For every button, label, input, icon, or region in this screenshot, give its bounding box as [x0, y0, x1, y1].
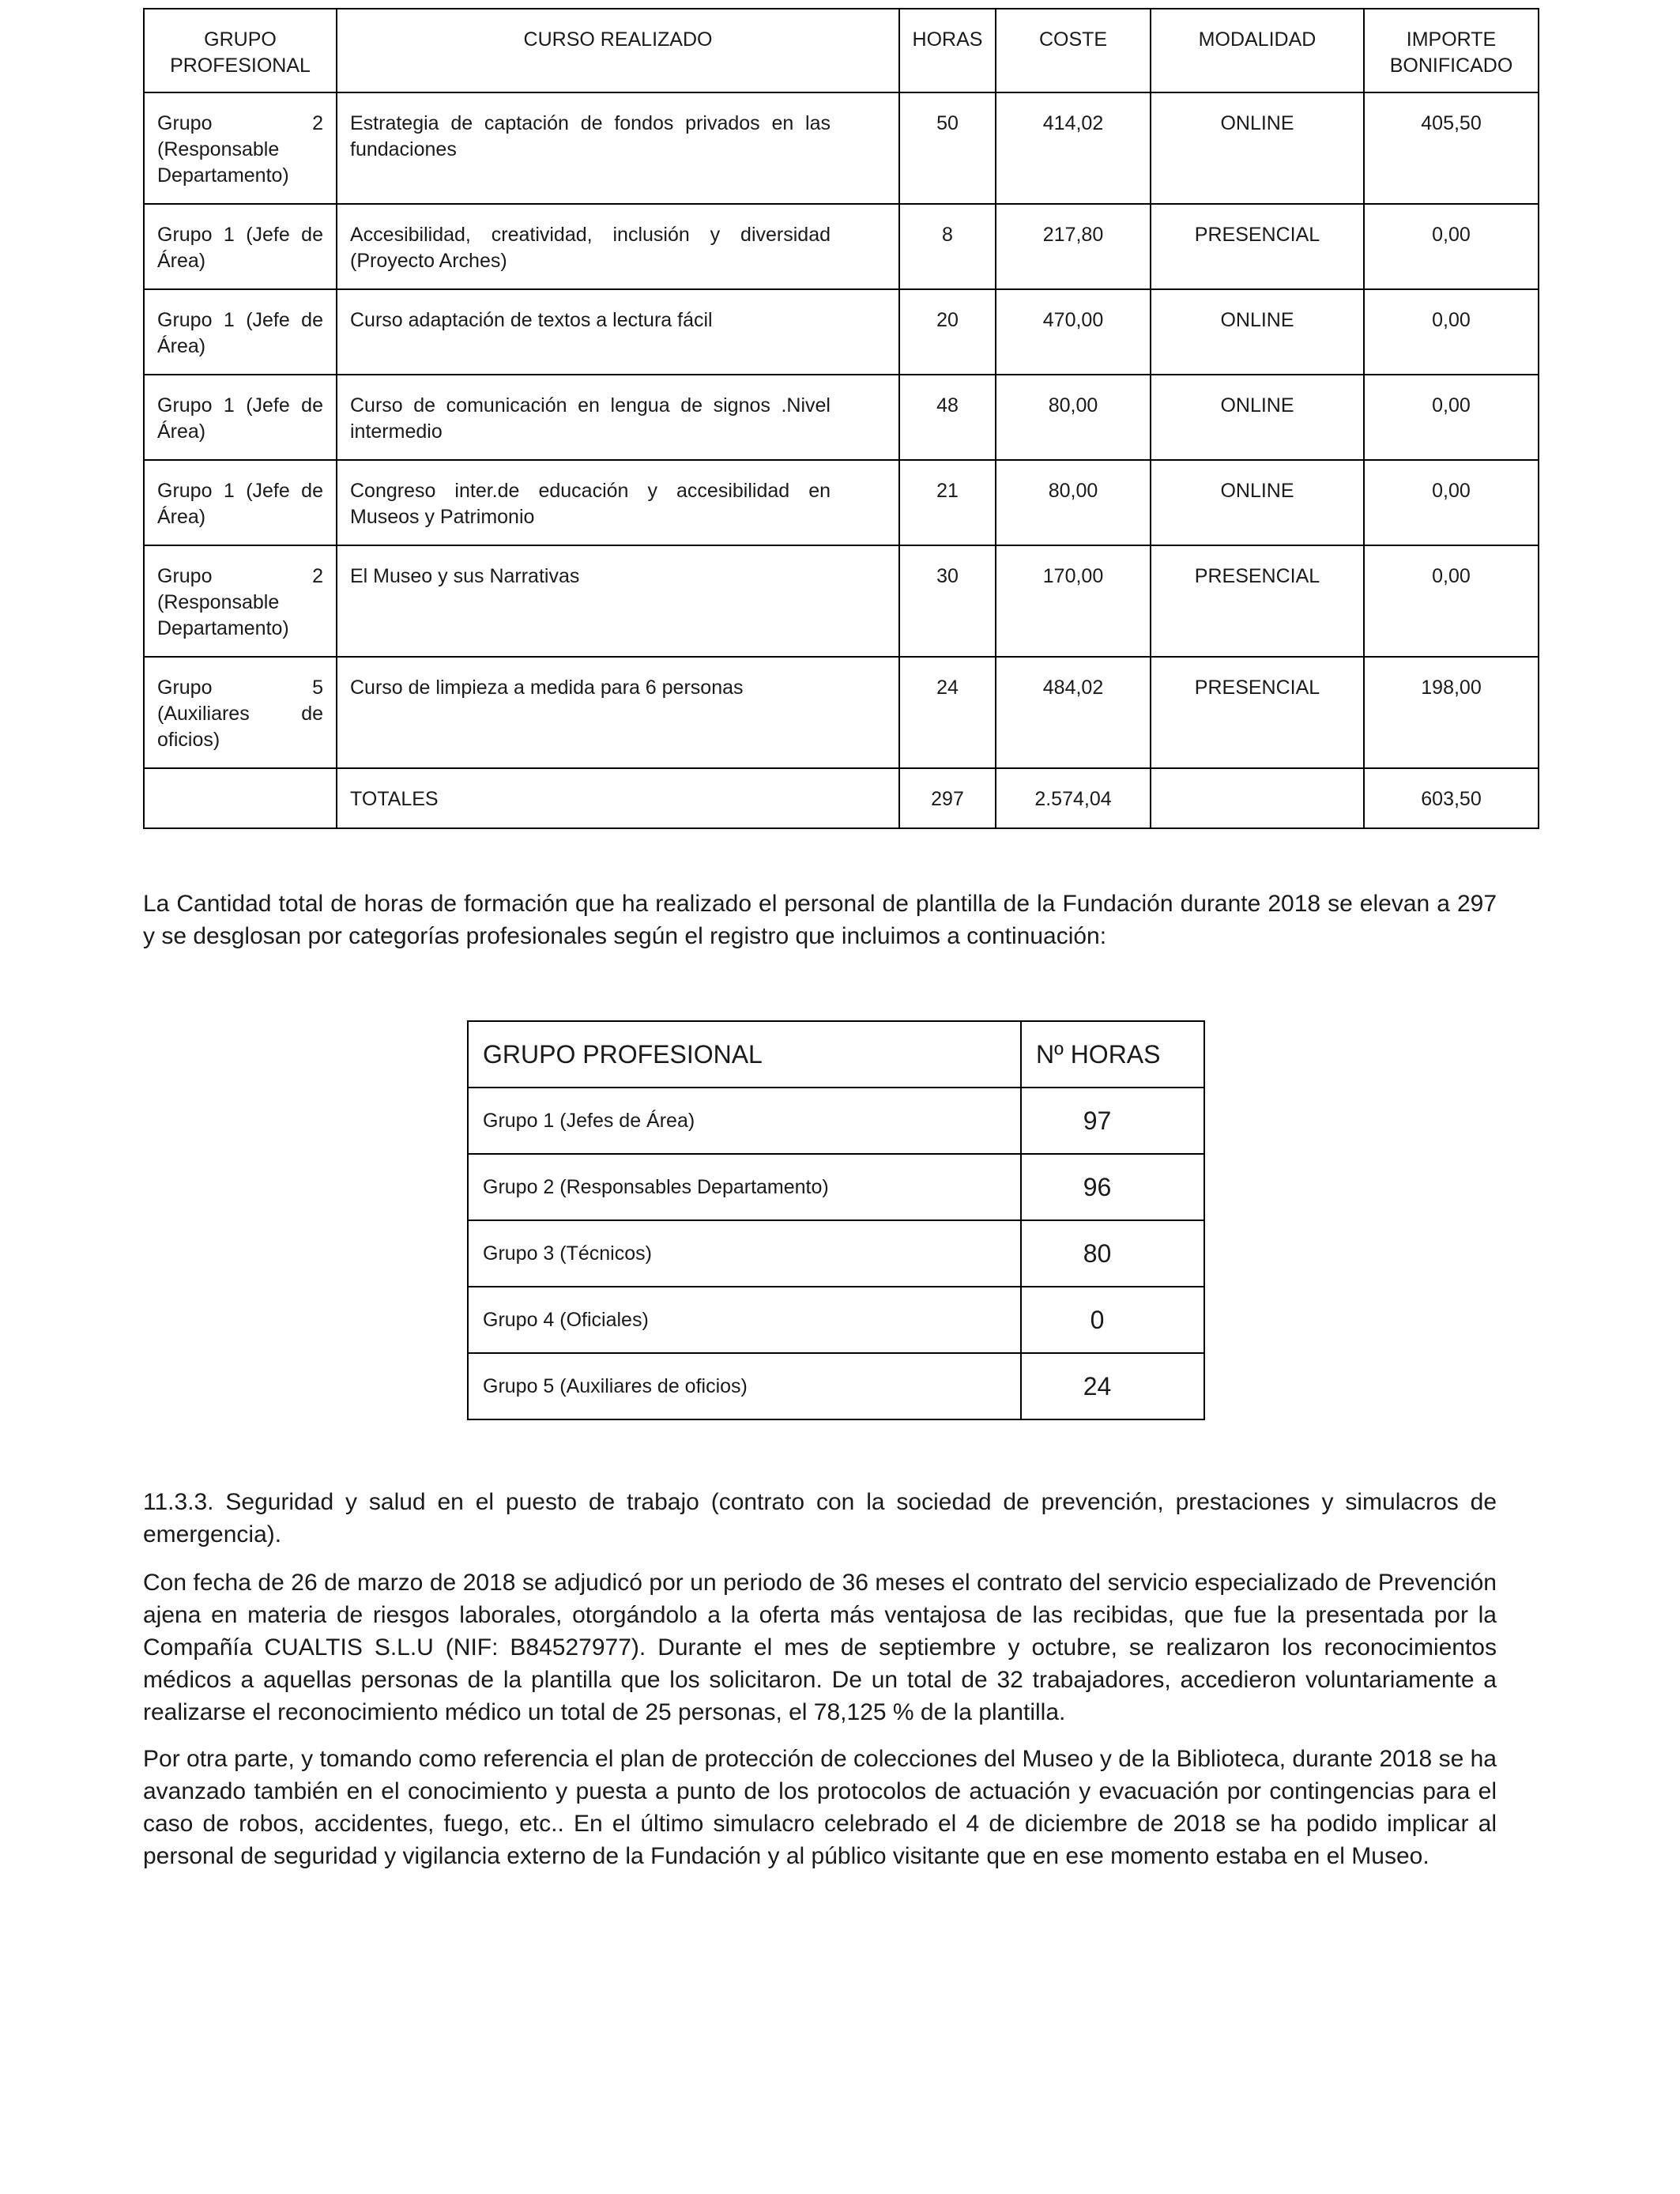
cell-course: Curso adaptación de textos a lectura fácil [337, 289, 899, 375]
cell-course: Accesibilidad, creatividad, inclusión y diversidad (Proyecto Arches) [337, 204, 899, 289]
cell-cost: 484,02 [996, 657, 1151, 768]
cell-group: Grupo 5 (Auxiliares de oficios) [144, 657, 337, 768]
cell-empty [144, 768, 337, 828]
cell-course: Congreso inter.de educación y accesibilidad en Museos y Patrimonio [337, 460, 899, 545]
cell-group: Grupo 4 (Oficiales) [468, 1287, 1021, 1353]
header-course: CURSO REALIZADO [337, 9, 899, 92]
cell-amount: 405,50 [1364, 92, 1539, 204]
table-row [144, 92, 1539, 204]
cell-mode: PRESENCIAL [1151, 657, 1364, 768]
cell-group: Grupo 1 (Jefe de Área) [144, 204, 337, 289]
cell-group: Grupo 5 (Auxiliares de oficios) [468, 1353, 1021, 1419]
cell-hours: 48 [899, 375, 996, 460]
cell-mode: ONLINE [1151, 460, 1364, 545]
cell-amount: 198,00 [1364, 657, 1539, 768]
cell-hours: 21 [899, 460, 996, 545]
cell-course: Curso de comunicación en lengua de signos .Nivel intermedio [337, 375, 899, 460]
cell-group: Grupo 2 (Responsable Departamento) [144, 92, 337, 204]
cell-cost: 80,00 [996, 460, 1151, 545]
cell-amount: 0,00 [1364, 460, 1539, 545]
totals-label: TOTALES [337, 768, 899, 828]
courses-header-row [144, 9, 1539, 92]
header-hours: Nº HORAS [1021, 1021, 1204, 1088]
cell-hours: 80 [1021, 1220, 1204, 1287]
totals-mode [1151, 768, 1364, 828]
cell-mode: PRESENCIAL [1151, 204, 1364, 289]
table-row [144, 375, 1539, 460]
groups-hours-table [467, 1020, 1205, 1420]
table-row [468, 1353, 1204, 1419]
section-heading: 11.3.3. Seguridad y salud en el puesto de trabajo (contrato con la sociedad de prevención, prestaciones y simulacros de emergencia). [143, 1489, 1497, 1547]
header-group: GRUPO PROFESIONAL [144, 9, 337, 92]
header-group: GRUPO PROFESIONAL [468, 1021, 1021, 1088]
header-amount: IMPORTE BONIFICADO [1364, 9, 1539, 92]
table-row [468, 1220, 1204, 1287]
table-row [144, 204, 1539, 289]
cell-cost: 170,00 [996, 545, 1151, 657]
cell-amount: 0,00 [1364, 375, 1539, 460]
totals-cost: 2.574,04 [996, 768, 1151, 828]
header-hours: HORAS [899, 9, 996, 92]
table-row [468, 1287, 1204, 1353]
cell-course: El Museo y sus Narrativas [337, 545, 899, 657]
cell-mode: ONLINE [1151, 289, 1364, 375]
intro-paragraph: La Cantidad total de horas de formación que ha realizado el personal de plantilla de la Fundación durante 2018 se elevan a 297 y se desglosan por categorías profesionales según el registro que incluimos a continuación: [143, 891, 1497, 949]
cell-amount: 0,00 [1364, 545, 1539, 657]
totals-amount: 603,50 [1364, 768, 1539, 828]
cell-group: Grupo 1 (Jefe de Área) [144, 289, 337, 375]
cell-cost: 414,02 [996, 92, 1151, 204]
header-mode: MODALIDAD [1151, 9, 1364, 92]
cell-hours: 24 [1021, 1353, 1204, 1419]
cell-cost: 80,00 [996, 375, 1151, 460]
cell-hours: 0 [1021, 1287, 1204, 1353]
table-row [144, 545, 1539, 657]
cell-group: Grupo 1 (Jefe de Área) [144, 375, 337, 460]
cell-hours: 50 [899, 92, 996, 204]
cell-cost: 217,80 [996, 204, 1151, 289]
cell-course: Estrategia de captación de fondos privados en las fundaciones [337, 92, 899, 204]
prevention-paragraph: Con fecha de 26 de marzo de 2018 se adjudicó por un periodo de 36 meses el contrato del servicio especializado de Prevención ajena en materia de riesgos laborales, otorgándolo a la oferta más ventajosa de las recibidas, que fue la presentada por la Compañía CUALTIS S.L.U (NIF: B84527977). Durante el mes de septiembre y octubre, se realizaron los reconocimientos médicos a aquellas personas de la plantilla que los solicitaron. De un total de 32 trabajadores, accedieron voluntariamente a realizarse el reconocimiento médico un total de 25 personas, el 78,125 % de la plantilla. [143, 1570, 1497, 1725]
table-row [144, 460, 1539, 545]
groups-header-row [468, 1021, 1204, 1088]
cell-group: Grupo 1 (Jefes de Área) [468, 1088, 1021, 1154]
cell-group: Grupo 2 (Responsable Departamento) [144, 545, 337, 657]
cell-hours: 30 [899, 545, 996, 657]
cell-mode: ONLINE [1151, 375, 1364, 460]
cell-hours: 8 [899, 204, 996, 289]
cell-course: Curso de limpieza a medida para 6 personas [337, 657, 899, 768]
cell-mode: ONLINE [1151, 92, 1364, 204]
cell-hours: 96 [1021, 1154, 1204, 1220]
totals-row [144, 768, 1539, 828]
cell-group: Grupo 3 (Técnicos) [468, 1220, 1021, 1287]
totals-hours: 297 [899, 768, 996, 828]
table-row [144, 289, 1539, 375]
table-row [144, 657, 1539, 768]
cell-cost: 470,00 [996, 289, 1151, 375]
header-cost: COSTE [996, 9, 1151, 92]
cell-group: Grupo 2 (Responsables Departamento) [468, 1154, 1021, 1220]
drill-paragraph: Por otra parte, y tomando como referencia el plan de protección de colecciones del Museo y de la Biblioteca, durante 2018 se ha avanzado también en el conocimiento y puesta a punto de los protocolos de actuación y evacuación por contingencias para el caso de robos, accidentes, fuego, etc.. En el último simulacro celebrado el 4 de diciembre de 2018 se ha podido implicar al personal de seguridad y vigilancia externo de la Fundación y al público visitante que en ese momento estaba en el Museo. [143, 1746, 1497, 1869]
cell-amount: 0,00 [1364, 289, 1539, 375]
cell-hours: 24 [899, 657, 996, 768]
cell-group: Grupo 1 (Jefe de Área) [144, 460, 337, 545]
table-row [468, 1088, 1204, 1154]
table-row [468, 1154, 1204, 1220]
cell-hours: 97 [1021, 1088, 1204, 1154]
cell-mode: PRESENCIAL [1151, 545, 1364, 657]
cell-amount: 0,00 [1364, 204, 1539, 289]
cell-hours: 20 [899, 289, 996, 375]
courses-table [143, 8, 1539, 829]
